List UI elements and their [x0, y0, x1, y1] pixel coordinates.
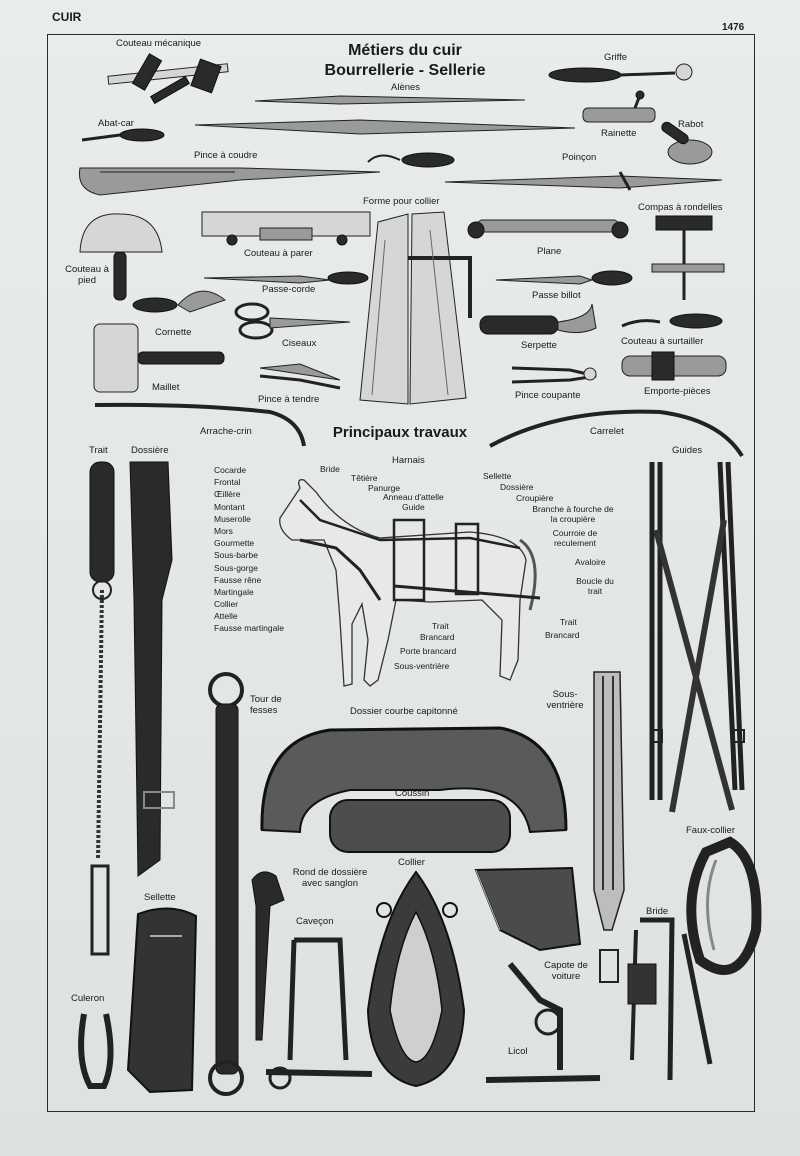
label-cornette: Cornette: [155, 327, 192, 338]
sous-ventriere-illustration: [594, 672, 624, 982]
sellette-illustration: [128, 908, 196, 1092]
label-couteau-pied: Couteau à pied: [65, 264, 109, 286]
poincon-illustration: [445, 172, 722, 190]
emporte-pieces-illustration: [622, 352, 726, 380]
label-avaloire: Avaloire: [575, 557, 606, 567]
label-carrelet: Carrelet: [590, 426, 624, 437]
label-guide: Guide: [402, 502, 425, 512]
pince-coupante-illustration: [512, 368, 596, 382]
header-left: CUIR: [52, 10, 82, 24]
label-serpette: Serpette: [521, 340, 557, 351]
label-rainette: Rainette: [601, 128, 637, 139]
label-rond-dossiere: Rond de dossière avec sanglon: [292, 867, 368, 889]
label-poincon: Poinçon: [562, 152, 597, 163]
forme-collier-illustration: [360, 212, 470, 404]
harness-label: Collier: [214, 599, 239, 610]
label-collier: Collier: [398, 857, 425, 868]
label-passe-corde: Passe-corde: [262, 284, 316, 295]
label-porte-brancard: Porte brancard: [400, 646, 457, 656]
compas-illustration: [652, 216, 724, 300]
label-maillet: Maillet: [152, 382, 180, 393]
label-sellette-harness: Sellette: [483, 471, 512, 481]
plane-illustration: [468, 220, 628, 238]
capote-illustration: [476, 868, 580, 950]
couteau-pied-illustration: [80, 214, 162, 300]
label-capote: Capote de voiture: [544, 960, 588, 982]
label-bride: Bride: [646, 906, 669, 917]
harness-label: Sous-barbe: [214, 550, 258, 561]
hook-tool-illustration: [368, 153, 454, 167]
harness-label: Martingale: [214, 586, 254, 597]
label-culeron: Culeron: [71, 993, 105, 1004]
label-tetiere: Têtière: [351, 473, 378, 483]
cavecon-illustration: [266, 940, 372, 1088]
label-boucle: Boucle du trait: [576, 576, 614, 596]
pince-tendre-illustration: [260, 364, 340, 388]
harness-label: Montant: [214, 501, 245, 512]
label-dossiere: Dossière: [131, 445, 169, 456]
passe-corde-illustration: [204, 272, 368, 284]
ciseaux-illustration: [236, 304, 350, 338]
rond-dossiere-illustration: [252, 872, 284, 1040]
label-sellette: Sellette: [144, 892, 176, 903]
label-brancard-right: Brancard: [545, 630, 580, 640]
griffe-illustration: [549, 64, 692, 82]
harness-label: Muserolle: [214, 513, 251, 524]
harness-label: Attelle: [214, 611, 238, 622]
label-griffe: Griffe: [604, 52, 628, 63]
label-dossiere-harness: Dossière: [500, 482, 534, 492]
label-courroie: Courroie de reculement: [552, 528, 598, 548]
label-trait: Trait: [89, 445, 108, 456]
harness-label: Mors: [214, 525, 233, 536]
label-abat-car: Abat-car: [98, 118, 134, 129]
label-pince-coudre: Pince à coudre: [194, 150, 258, 161]
label-guides: Guides: [672, 445, 703, 456]
label-arrache-crin: Arrache-crin: [200, 426, 252, 437]
label-trait-right: Trait: [560, 617, 577, 627]
label-rabot: Rabot: [678, 119, 704, 130]
couteau-mecanique-illustration: [108, 54, 228, 104]
label-compas: Compas à rondelles: [638, 202, 723, 213]
label-couteau-surtailler: Couteau à surtailler: [621, 336, 704, 347]
passe-billot-illustration: [496, 271, 632, 285]
label-pince-tendre: Pince à tendre: [258, 394, 320, 405]
label-coussin: Coussin: [395, 788, 430, 799]
harness-label: Sous-gorge: [214, 562, 258, 573]
cornette-illustration: [133, 291, 225, 312]
label-trait-horse: Trait: [432, 621, 449, 631]
label-sous-ventriere-horse: Sous-ventrière: [394, 661, 450, 671]
page-subtitle: Bourrellerie - Sellerie: [324, 62, 486, 79]
label-anneau-attelle: Anneau d'attelle: [383, 492, 444, 502]
faux-collier-illustration: [691, 842, 756, 970]
page-number: 1476: [722, 22, 745, 33]
label-panurge: Panurge: [368, 483, 401, 493]
couteau-parer-illustration: [202, 212, 370, 245]
label-dossier-courbe: Dossier courbe capitonné: [350, 706, 458, 717]
label-emporte-pieces: Emporte-pièces: [644, 386, 711, 397]
label-couteau-parer: Couteau à parer: [244, 248, 313, 259]
label-harnais: Harnais: [392, 455, 425, 466]
label-plane: Plane: [537, 246, 562, 257]
label-ciseaux: Ciseaux: [282, 338, 317, 349]
serpette-illustration: [480, 304, 596, 334]
harness-label: Fausse martingale: [214, 623, 284, 634]
tour-fesses-illustration: [210, 674, 242, 1094]
label-alenes: Alènes: [391, 82, 421, 93]
harness-label: Gourmette: [214, 538, 255, 549]
label-brancard-horse: Brancard: [420, 632, 455, 642]
alenes-illustration: [195, 96, 575, 134]
harness-left-labels: [214, 465, 284, 633]
label-faux-collier: Faux-collier: [686, 825, 736, 836]
collier-illustration: [368, 872, 464, 1086]
guides-illustration: [652, 462, 744, 812]
pince-coudre-illustration: [79, 168, 380, 195]
label-couteau-mecanique: Couteau mécanique: [116, 38, 202, 49]
abat-car-illustration: [82, 129, 164, 141]
label-cavecon: Caveçon: [296, 916, 334, 927]
label-bride-harness: Bride: [320, 464, 340, 474]
couteau-surtailler-illustration: [622, 314, 722, 328]
label-licol: Licol: [508, 1046, 528, 1057]
harness-label: Cocarde: [214, 465, 247, 475]
label-tour-fesses: Tour de fesses: [250, 694, 282, 716]
label-sous-ventriere: Sous-ventrière: [546, 689, 584, 711]
label-passe-billot: Passe billot: [532, 290, 581, 301]
page-title: Métiers du cuir: [348, 42, 462, 59]
rainette-illustration: [583, 91, 655, 122]
label-forme-collier: Forme pour collier: [363, 196, 440, 207]
harness-label: Œillère: [214, 489, 241, 500]
culeron-illustration: [81, 1014, 110, 1086]
coussin-illustration: [330, 800, 510, 852]
section-title: Principaux travaux: [332, 424, 468, 441]
dossiere-illustration: [130, 462, 174, 876]
label-branche-fourche: Branche à fourche de la croupière: [532, 504, 614, 524]
label-pince-coupante: Pince coupante: [515, 390, 581, 401]
harness-label: Fausse rêne: [214, 574, 262, 585]
harness-label: Frontal: [214, 477, 241, 488]
label-croupiere: Croupière: [516, 493, 554, 503]
trait-illustration: [90, 462, 114, 954]
